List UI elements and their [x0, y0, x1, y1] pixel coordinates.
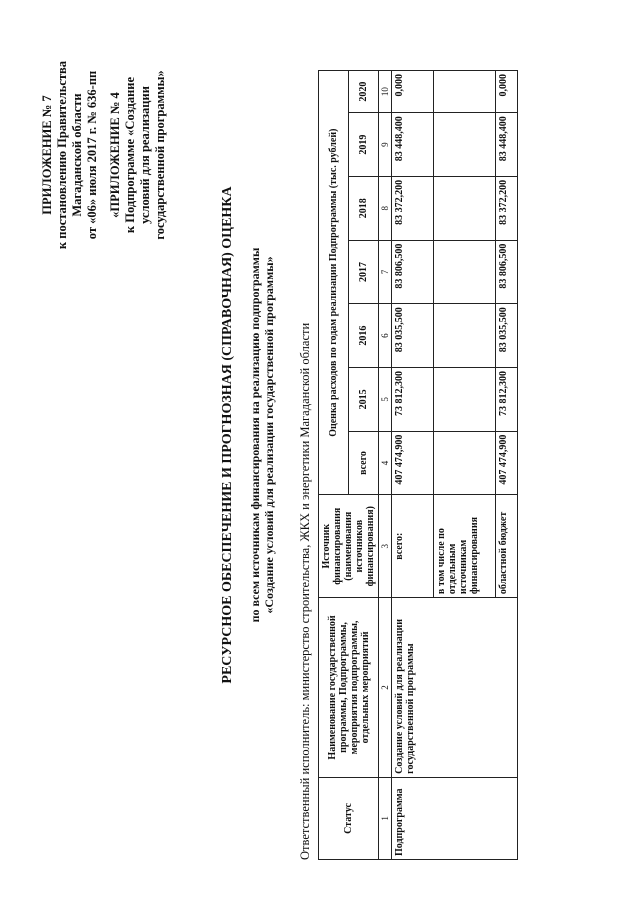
subtitle-line: по всем источникам финансирования на реализацию подпрограммы [248, 247, 262, 623]
column-number: 4 [379, 431, 392, 495]
responsible-executor: Ответственный исполнитель: министерство строительства, ЖКХ и энергетики Магаданской области [298, 322, 312, 860]
header-year: 2017 [349, 240, 379, 304]
column-number: 1 [379, 777, 392, 859]
appendix-line: ПРИЛОЖЕНИЕ № 7 [40, 95, 54, 215]
value-cell: 83 035,500 [392, 304, 434, 368]
header-estimate: Оценка расходов по годам реализации Подпрограммы (тыс. рублей) [319, 71, 349, 495]
value-cell: 83 448,400 [496, 113, 518, 177]
appendix-header [40, 20, 168, 290]
table-row [392, 71, 434, 860]
column-number: 10 [379, 71, 392, 113]
status-cell: Подпрограмма [392, 777, 518, 859]
subtitle-line: «Создание условий для реализации государственной программы» [262, 256, 276, 614]
appendix-line: государственной программы» [153, 70, 167, 240]
appendix-line: к Подпрограмме «Создание [123, 76, 137, 234]
value-cell: 83 372,200 [392, 176, 434, 240]
appendix-line: условий для реализации [138, 86, 152, 224]
source-cell: областной бюджет [496, 495, 518, 598]
value-cell [434, 71, 496, 113]
value-cell [434, 431, 496, 495]
appendix-line: «ПРИЛОЖЕНИЕ № 4 [108, 92, 122, 218]
value-cell: 0,000 [392, 71, 434, 113]
header-status: Статус [319, 777, 379, 859]
appendix-line: от «06» июля 2017 г. № 636-пп [85, 70, 99, 240]
header-year: 2019 [349, 113, 379, 177]
value-cell: 83 372,200 [496, 176, 518, 240]
source-cell: в том числе по отдельным источникам финансирования [434, 495, 496, 598]
value-cell: 83 806,500 [496, 240, 518, 304]
appendix-line: Магаданской области [70, 93, 84, 217]
value-cell: 73 812,300 [392, 367, 434, 431]
header-source: Источник финансирования (наименования источников финансирования) [319, 495, 379, 598]
value-cell [434, 304, 496, 368]
header-year: 2018 [349, 176, 379, 240]
column-number: 5 [379, 367, 392, 431]
document-title: РЕСУРСНОЕ ОБЕСПЕЧЕНИЕ И ПРОГНОЗНАЯ (СПРАВОЧНАЯ) ОЦЕНКА [220, 186, 235, 684]
column-number: 7 [379, 240, 392, 304]
value-cell: 83 806,500 [392, 240, 434, 304]
name-cell: Создание условий для реализации государственной программы [392, 598, 518, 778]
document-subtitle [248, 45, 276, 825]
value-cell: 407 474,900 [496, 431, 518, 495]
value-cell: 73 812,300 [496, 367, 518, 431]
header-name: Наименование государственной программы, Подпрограммы, мероприятия подпрограммы, отдельных мероприятий [319, 598, 379, 778]
header-year: всего [349, 431, 379, 495]
column-numbers-row [379, 71, 392, 860]
column-number: 2 [379, 598, 392, 778]
value-cell [434, 367, 496, 431]
header-year: 2020 [349, 71, 379, 113]
value-cell: 83 448,400 [392, 113, 434, 177]
column-number: 6 [379, 304, 392, 368]
value-cell: 0,000 [496, 71, 518, 113]
header-year: 2016 [349, 304, 379, 368]
header-row [319, 71, 349, 860]
value-cell: 407 474,900 [392, 431, 434, 495]
header-year: 2015 [349, 367, 379, 431]
column-number: 9 [379, 113, 392, 177]
value-cell [434, 113, 496, 177]
appendix-line: к постановлению Правительства [55, 60, 69, 250]
column-number: 8 [379, 176, 392, 240]
source-cell: всего: [392, 495, 434, 598]
resource-table [318, 70, 518, 860]
value-cell: 83 035,500 [496, 304, 518, 368]
value-cell [434, 176, 496, 240]
value-cell [434, 240, 496, 304]
column-number: 3 [379, 495, 392, 598]
